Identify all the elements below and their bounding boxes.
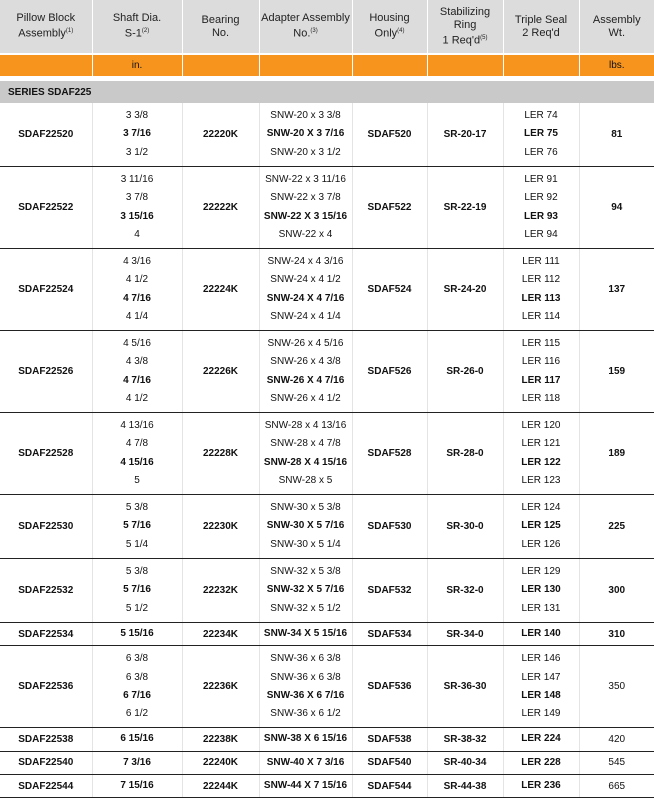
- header-bearing: Bearing No.: [182, 0, 259, 54]
- shaft-dia-cell-value: 4 1/2: [125, 392, 149, 404]
- housing-cell: SDAF528: [352, 413, 427, 495]
- adapter-cell: [259, 751, 352, 774]
- adapter-cell-value: SNW-30 x 5 1/4: [270, 538, 341, 550]
- assembly-cell: SDAF22528: [0, 413, 92, 495]
- adapter-cell-value: SNW-36 x 6 3/8: [270, 653, 341, 665]
- shaft-dia-cell-value: 7 15/16: [120, 779, 154, 791]
- shaft-dia-cell-value: 5 7/16: [123, 584, 151, 596]
- assembly-cell: SDAF22536: [0, 646, 92, 728]
- adapter-cell-value: SNW-26 x 4 1/2: [270, 392, 341, 404]
- adapter-cell: [259, 559, 352, 623]
- table-row: [0, 728, 654, 751]
- bearing-cell: 22220K: [182, 103, 259, 167]
- seal-cell-value: LER 94: [524, 228, 558, 240]
- seal-cell-value: LER 124: [521, 502, 561, 514]
- shaft-dia-cell: [92, 413, 182, 495]
- seal-cell-value: LER 123: [521, 474, 561, 486]
- bearing-cell: 22230K: [182, 495, 259, 559]
- weight-cell: 350: [579, 646, 654, 728]
- shaft-dia-cell-value: 4: [134, 228, 140, 240]
- adapter-cell-value: SNW-26 X 4 7/16: [266, 374, 345, 386]
- table-row: [0, 646, 654, 728]
- shaft-dia-cell: [92, 623, 182, 646]
- adapter-cell-value: SNW-34 X 5 15/16: [263, 628, 348, 639]
- seal-cell: [503, 495, 579, 559]
- header-adapter: Adapter Assembly No.$^{(3)}$: [259, 0, 352, 54]
- header-assembly: Pillow Block Assembly$^{(1)}$: [0, 0, 92, 54]
- adapter-cell: [259, 495, 352, 559]
- shaft-dia-cell: [92, 559, 182, 623]
- assembly-cell: SDAF22538: [0, 728, 92, 751]
- table-row: [0, 559, 654, 623]
- shaft-dia-cell: [92, 751, 182, 774]
- seal-cell-value: LER 91: [524, 173, 558, 185]
- shaft-dia-cell: [92, 646, 182, 728]
- adapter-cell: [259, 774, 352, 797]
- shaft-dia-cell-value: 4 7/8: [125, 438, 149, 450]
- seal-cell-value: LER 117: [521, 374, 561, 386]
- bearing-cell: 22222K: [182, 167, 259, 249]
- table-row: [0, 167, 654, 249]
- shaft-dia-cell-value: 4 15/16: [120, 456, 154, 468]
- table-row: [0, 495, 654, 559]
- header-row: [0, 0, 654, 54]
- adapter-cell-value: SNW-22 X 3 15/16: [263, 210, 348, 222]
- seal-cell-value: LER 147: [521, 671, 561, 683]
- seal-cell-value: LER 146: [521, 653, 561, 665]
- weight-cell: 94: [579, 167, 654, 249]
- seal-cell-value: LER 116: [521, 356, 561, 368]
- seal-cell-value: LER 93: [524, 210, 558, 222]
- adapter-cell-value: SNW-36 x 6 3/8: [270, 671, 341, 683]
- seal-cell: [503, 413, 579, 495]
- header-stabilizing-ring: Stabilizing Ring 1 $Req'd^{(5)}$: [427, 0, 503, 54]
- bearing-cell: 22226K: [182, 331, 259, 413]
- table-row: [0, 774, 654, 797]
- seal-cell-value: LER 114: [521, 310, 561, 322]
- housing-cell: SDAF538: [352, 728, 427, 751]
- seal-cell: [503, 646, 579, 728]
- adapter-cell: [259, 728, 352, 751]
- weight-cell: 159: [579, 331, 654, 413]
- weight-cell: 225: [579, 495, 654, 559]
- seal-cell-value: LER 126: [521, 538, 561, 550]
- weight-cell: 189: [579, 413, 654, 495]
- weight-cell: 665: [579, 774, 654, 797]
- shaft-dia-cell-value: 5 7/16: [123, 520, 151, 532]
- adapter-cell-value: SNW-24 x 4 3/16: [267, 255, 344, 267]
- seal-cell-value: LER 76: [524, 146, 558, 158]
- adapter-cell-value: SNW-28 x 4 13/16: [264, 419, 347, 431]
- table-body: [0, 103, 654, 798]
- seal-cell: [503, 103, 579, 167]
- housing-cell: SDAF522: [352, 167, 427, 249]
- ring-cell: SR-20-17: [427, 103, 503, 167]
- housing-cell: SDAF534: [352, 623, 427, 646]
- weight-cell: 137: [579, 249, 654, 331]
- bearing-cell: 22244K: [182, 774, 259, 797]
- table-row: [0, 249, 654, 331]
- adapter-cell-value: SNW-20 x 3 3/8: [270, 110, 341, 122]
- seal-cell-value: LER 130: [521, 584, 561, 596]
- ring-cell: SR-24-20: [427, 249, 503, 331]
- adapter-cell-value: SNW-36 X 6 7/16: [266, 689, 345, 701]
- adapter-cell-value: SNW-22 x 4: [278, 228, 333, 240]
- adapter-cell-value: SNW-26 x 4 5/16: [267, 337, 344, 349]
- shaft-dia-cell-value: 7 3/16: [123, 756, 151, 768]
- shaft-dia-cell-value: 4 13/16: [120, 419, 154, 431]
- shaft-dia-cell-value: 5 3/8: [125, 502, 149, 514]
- adapter-cell-value: SNW-28 x 4 7/8: [270, 438, 341, 450]
- adapter-cell-value: SNW-22 x 3 11/16: [265, 173, 346, 185]
- seal-cell-value: LER 122: [521, 456, 561, 468]
- adapter-cell-value: SNW-38 X 6 15/16: [263, 733, 348, 745]
- housing-cell: SDAF526: [352, 331, 427, 413]
- seal-cell: [503, 751, 579, 774]
- housing-cell: SDAF524: [352, 249, 427, 331]
- weight-cell: 420: [579, 728, 654, 751]
- adapter-cell-value: SNW-24 x 4 1/2: [270, 274, 341, 286]
- shaft-dia-cell-value: 5 1/4: [125, 538, 149, 550]
- seal-cell-value: LER 120: [521, 419, 561, 431]
- housing-cell: SDAF530: [352, 495, 427, 559]
- shaft-dia-cell-value: 4 7/16: [123, 374, 151, 386]
- seal-cell-value: LER 92: [524, 192, 558, 204]
- adapter-cell-value: SNW-30 x 5 3/8: [270, 502, 341, 514]
- seal-cell: [503, 249, 579, 331]
- ring-cell: SR-26-0: [427, 331, 503, 413]
- adapter-cell-value: SNW-28 x 5: [278, 474, 333, 486]
- table-row: [0, 331, 654, 413]
- assembly-cell: SDAF22532: [0, 559, 92, 623]
- bearing-cell: 22236K: [182, 646, 259, 728]
- shaft-dia-cell-value: 6 15/16: [120, 733, 154, 745]
- seal-cell-value: LER 224: [521, 733, 561, 745]
- adapter-cell-value: SNW-24 X 4 7/16: [266, 292, 345, 304]
- bearing-cell: 22224K: [182, 249, 259, 331]
- shaft-dia-cell-value: 4 3/16: [123, 255, 151, 267]
- shaft-dia-cell-value: 4 1/2: [125, 274, 149, 286]
- seal-cell: [503, 167, 579, 249]
- shaft-dia-cell-value: 3 3/8: [125, 110, 149, 122]
- bearing-cell: 22232K: [182, 559, 259, 623]
- table-row: [0, 413, 654, 495]
- shaft-dia-cell-value: 5 3/8: [125, 566, 149, 578]
- housing-cell: SDAF532: [352, 559, 427, 623]
- bearing-cell: 22238K: [182, 728, 259, 751]
- seal-cell-value: LER 148: [521, 689, 561, 701]
- shaft-dia-cell-value: 6 3/8: [125, 671, 149, 683]
- shaft-dia-cell: [92, 495, 182, 559]
- adapter-cell-value: SNW-28 X 4 15/16: [263, 456, 348, 468]
- shaft-unit: in.: [92, 54, 182, 76]
- ring-cell: SR-36-30: [427, 646, 503, 728]
- seal-cell: [503, 331, 579, 413]
- seal-cell-value: LER 125: [521, 520, 561, 532]
- adapter-cell: [259, 167, 352, 249]
- shaft-dia-cell-value: 4 5/16: [123, 337, 151, 349]
- seal-cell-value: LER 74: [524, 110, 558, 122]
- adapter-cell: [259, 623, 352, 646]
- adapter-cell-value: SNW-32 X 5 7/16: [266, 584, 345, 596]
- shaft-dia-cell-value: 4 3/8: [125, 356, 149, 368]
- assembly-cell: SDAF22522: [0, 167, 92, 249]
- adapter-cell-value: SNW-22 x 3 7/8: [270, 192, 341, 204]
- ring-cell: SR-34-0: [427, 623, 503, 646]
- seal-cell-value: LER 131: [521, 602, 561, 614]
- shaft-dia-cell-value: 6 1/2: [125, 708, 149, 720]
- bearing-cell: 22234K: [182, 623, 259, 646]
- ring-cell: SR-32-0: [427, 559, 503, 623]
- adapter-cell-value: SNW-32 x 5 1/2: [270, 602, 341, 614]
- seal-cell-value: LER 113: [521, 292, 561, 304]
- ring-cell: SR-38-32: [427, 728, 503, 751]
- shaft-dia-cell-value: 6 3/8: [125, 653, 149, 665]
- header-weight: Assembly Wt.: [579, 0, 654, 54]
- seal-cell-value: LER 140: [521, 628, 561, 639]
- assembly-cell: SDAF22520: [0, 103, 92, 167]
- seal-cell-value: LER 129: [521, 566, 561, 578]
- housing-cell: SDAF520: [352, 103, 427, 167]
- weight-cell: 300: [579, 559, 654, 623]
- seal-cell-value: LER 115: [521, 337, 561, 349]
- seal-cell-value: LER 112: [521, 274, 561, 286]
- weight-cell: 545: [579, 751, 654, 774]
- adapter-cell-value: SNW-44 X 7 15/16: [263, 779, 348, 791]
- series-label: SERIES SDAF225: [0, 80, 654, 103]
- shaft-dia-cell-value: 5 15/16: [120, 628, 154, 639]
- header-triple-seal: Triple Seal 2 Req'd: [503, 0, 579, 54]
- assembly-cell: SDAF22524: [0, 249, 92, 331]
- table-row: [0, 623, 654, 646]
- shaft-dia-cell-value: 4 1/4: [125, 310, 149, 322]
- shaft-dia-cell-value: 4 7/16: [123, 292, 151, 304]
- adapter-cell-value: SNW-40 X 7 3/16: [266, 756, 345, 768]
- shaft-dia-cell-value: 6 7/16: [123, 689, 151, 701]
- shaft-dia-cell-value: 3 15/16: [120, 210, 154, 222]
- assembly-cell: SDAF22544: [0, 774, 92, 797]
- adapter-cell-value: SNW-20 X 3 7/16: [266, 128, 345, 140]
- table-row: [0, 751, 654, 774]
- shaft-dia-cell: [92, 103, 182, 167]
- shaft-dia-cell-value: 5 1/2: [125, 602, 149, 614]
- shaft-dia-cell-value: 5: [134, 474, 140, 486]
- adapter-cell: [259, 413, 352, 495]
- ring-cell: SR-30-0: [427, 495, 503, 559]
- assembly-cell: SDAF22534: [0, 623, 92, 646]
- seal-cell: [503, 623, 579, 646]
- housing-cell: SDAF540: [352, 751, 427, 774]
- seal-cell-value: LER 228: [521, 756, 561, 768]
- table-row: [0, 103, 654, 167]
- bearing-cell: 22240K: [182, 751, 259, 774]
- bearing-cell: 22228K: [182, 413, 259, 495]
- series-row: [0, 80, 654, 103]
- adapter-cell-value: SNW-32 x 5 3/8: [270, 566, 341, 578]
- shaft-dia-cell: [92, 167, 182, 249]
- housing-cell: SDAF544: [352, 774, 427, 797]
- seal-cell-value: LER 111: [522, 255, 560, 267]
- ring-cell: SR-22-19: [427, 167, 503, 249]
- adapter-cell: [259, 331, 352, 413]
- assembly-cell: SDAF22530: [0, 495, 92, 559]
- adapter-cell: [259, 103, 352, 167]
- adapter-cell-value: SNW-36 x 6 1/2: [270, 708, 341, 720]
- seal-cell: [503, 728, 579, 751]
- weight-cell: 310: [579, 623, 654, 646]
- seal-cell: [503, 559, 579, 623]
- shaft-dia-cell: [92, 331, 182, 413]
- seal-cell-value: LER 236: [521, 779, 561, 791]
- header-shaft-dia: Shaft Dia. S-1$^{(2)}$: [92, 0, 182, 54]
- ring-cell: SR-40-34: [427, 751, 503, 774]
- shaft-dia-cell: [92, 774, 182, 797]
- weight-cell: 81: [579, 103, 654, 167]
- units-row: [0, 54, 654, 76]
- seal-cell: [503, 774, 579, 797]
- shaft-dia-cell-value: 3 11/16: [120, 173, 154, 185]
- shaft-dia-cell-value: 3 7/16: [123, 128, 151, 140]
- seal-cell-value: LER 121: [521, 438, 561, 450]
- adapter-cell: [259, 646, 352, 728]
- assembly-cell: SDAF22540: [0, 751, 92, 774]
- shaft-dia-cell-value: 3 1/2: [125, 146, 149, 158]
- seal-cell-value: LER 149: [521, 708, 561, 720]
- shaft-dia-cell-value: 3 7/8: [125, 192, 149, 204]
- header-housing: Housing Only$^{(4)}$: [352, 0, 427, 54]
- adapter-cell: [259, 249, 352, 331]
- adapter-cell-value: SNW-30 X 5 7/16: [266, 520, 345, 532]
- seal-cell-value: LER 75: [524, 128, 558, 140]
- adapter-cell-value: SNW-20 x 3 1/2: [270, 146, 341, 158]
- housing-cell: SDAF536: [352, 646, 427, 728]
- ring-cell: SR-28-0: [427, 413, 503, 495]
- seal-cell-value: LER 118: [521, 392, 561, 404]
- assembly-cell: SDAF22526: [0, 331, 92, 413]
- adapter-cell-value: SNW-24 x 4 1/4: [270, 310, 341, 322]
- adapter-cell-value: SNW-26 x 4 3/8: [270, 356, 341, 368]
- weight-unit: lbs.: [579, 54, 654, 76]
- shaft-dia-cell: [92, 249, 182, 331]
- shaft-dia-cell: [92, 728, 182, 751]
- ring-cell: SR-44-38: [427, 774, 503, 797]
